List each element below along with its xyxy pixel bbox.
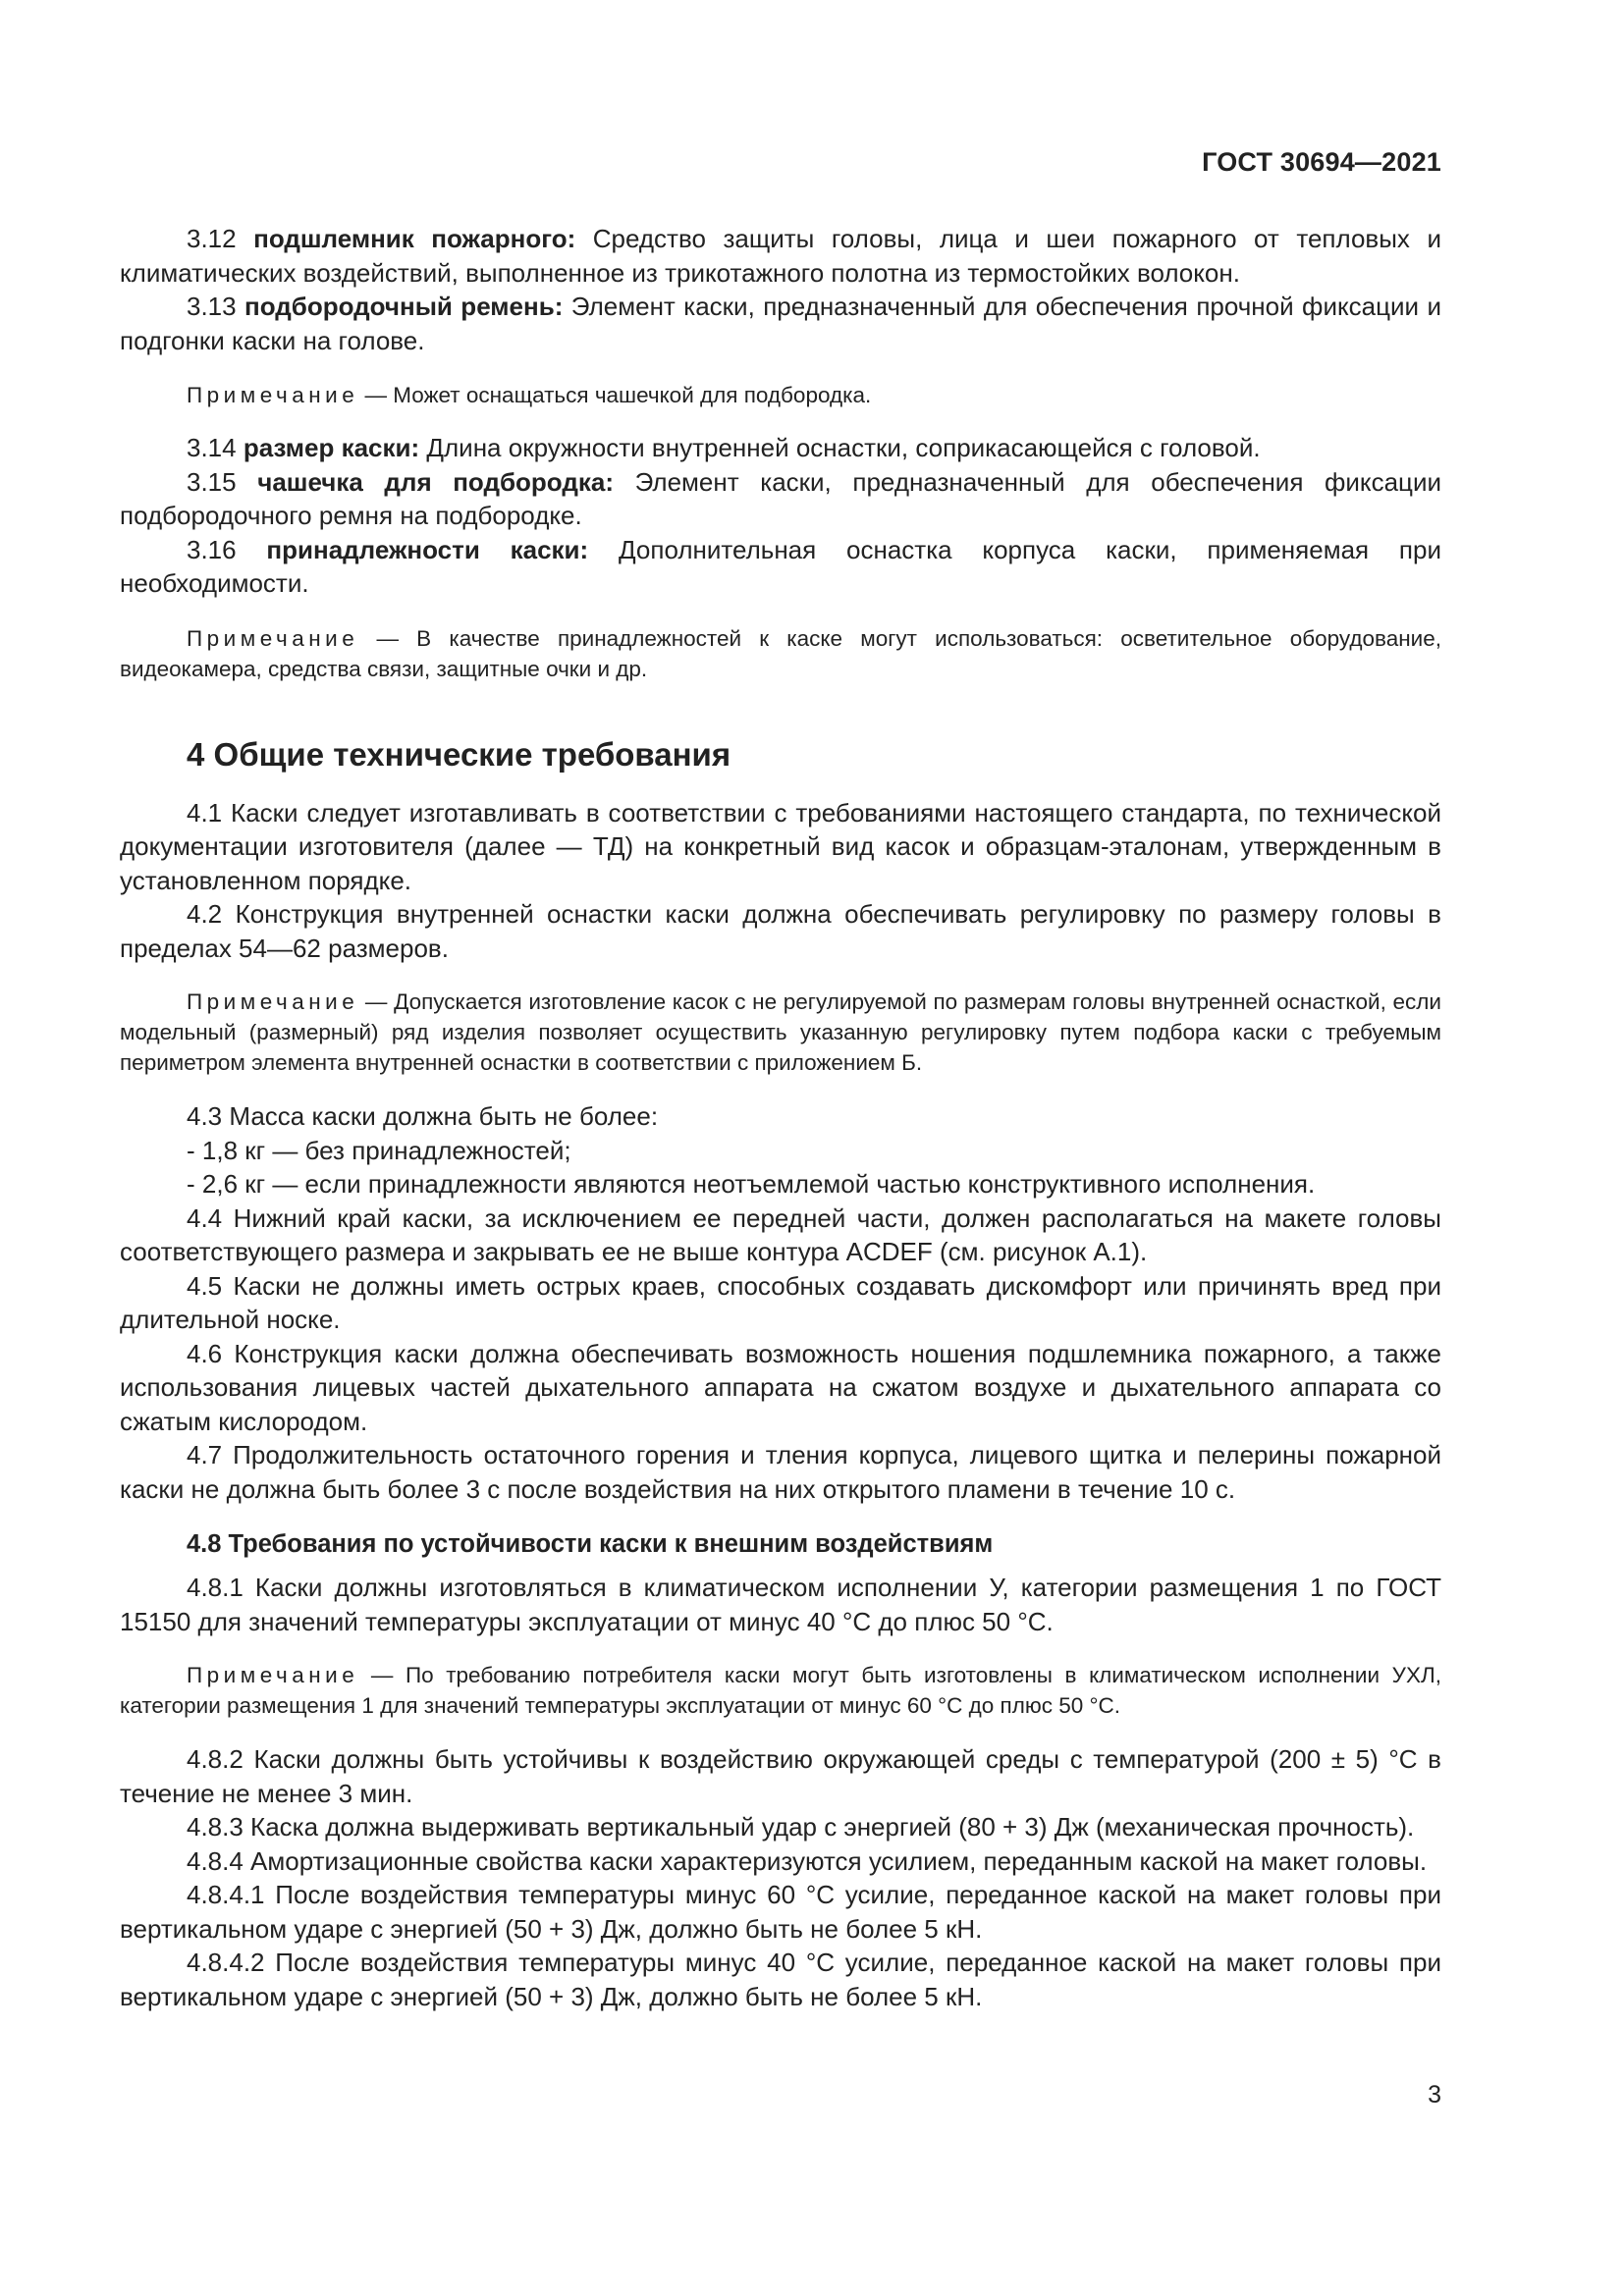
note: [120, 987, 1441, 1078]
term-title: подбородочный ремень:: [244, 292, 564, 321]
paragraph: 4.8.4 Амортизационные свойства каски характеризуются усилием, переданным каской на макет головы.: [187, 1845, 1428, 1876]
note-text: — Может оснащаться чашечкой для подбородка.: [358, 383, 872, 407]
term-text: Дополнительная оснастка корпуса каски, применяемая при необходимости.: [120, 534, 1441, 598]
paragraph: 4.8.4.2 После воздействия температуры минус 40 °С усилие, переданное каской на макет головы при вертикальном ударе с энергией (50 + 3) Дж, должно быть не более 5 кН.: [120, 1948, 1441, 2011]
section-heading: 4 Общие технические требования: [187, 735, 731, 773]
page-number: 3: [1428, 2081, 1441, 2109]
term-text: Средство защиты головы, лица и шеи пожарного от тепловых и климатических воздействий, выполненное из трикотажного полотна из термостойких волокон.: [120, 224, 1441, 288]
paragraph: 4.8.3 Каска должна выдерживать вертикальный удар с энергией (80 + 3) Дж (механическая прочность).: [187, 1812, 1415, 1842]
paragraph: 4.4 Нижний край каски, за исключением ее передней части, должен располагаться на макете головы соответствующего размера и закрывать ее не выше контура ACDEF (см. рисунок А.1).: [120, 1202, 1441, 1266]
note-text: — По требованию потребителя каски могут быть изготовлены в климатическом исполнении УХЛ, категории размещения 1 для значений температуры эксплуатации от минус 60 °С до плюс 50 °С.: [120, 1663, 1441, 1718]
term-definition: [120, 431, 1441, 465]
note: [120, 380, 1441, 410]
paragraph: 4.5 Каски не должны иметь острых краев, способных создавать дискомфорт или причинять вред при длительной носке.: [120, 1270, 1441, 1334]
document-id-header: ГОСТ 30694—2021: [1202, 147, 1441, 177]
term-title: размер каски:: [243, 433, 420, 462]
list-item: - 1,8 кг — без принадлежностей;: [187, 1135, 571, 1165]
term-title: принадлежности каски:: [266, 534, 589, 564]
paragraph: 4.7 Продолжительность остаточного горения и тления корпуса, лицевого щитка и пелерины пожарной каски не должна быть более 3 с после воздействия на них открытого пламени в течение 10 с.: [120, 1440, 1441, 1504]
note-text: — Допускается изготовление касок с не регулируемой по размерам головы внутренней оснасткой, если модельный (размерный) ряд изделия позволяет осуществить указанную регулировку путем подбора каски с требуемым периметром элемента внутренней оснастки в соответствии с приложением Б.: [120, 989, 1441, 1075]
subsection-heading: 4.8 Требования по устойчивости каски к внешним воздействиям: [187, 1530, 994, 1558]
term-definition: [120, 533, 1441, 601]
note-label: Примечание: [187, 625, 359, 651]
paragraph: 4.8.2 Каски должны быть устойчивы к воздействию окружающей среды с температурой (200 ± 5) °С в течение не менее 3 мин.: [120, 1744, 1441, 1808]
term-definition: [120, 465, 1441, 533]
term-number: 3.15: [187, 466, 237, 497]
note: [120, 623, 1441, 684]
paragraph: 4.1 Каски следует изготавливать в соответствии с требованиями настоящего стандарта, по технической документации изготовителя (далее — ТД) на конкретный вид касок и образцам-эталонам, утвержденным в установленном порядке.: [120, 797, 1441, 895]
term-number: 3.13: [187, 292, 237, 321]
term-definition: [120, 290, 1441, 357]
term-title: чашечка для подбородка:: [257, 466, 614, 497]
paragraph: 4.2 Конструкция внутренней оснастки каски должна обеспечивать регулировку по размеру головы в пределах 54—62 размеров.: [120, 899, 1441, 963]
note-label: Примечание: [187, 383, 359, 407]
paragraph: 4.8.1 Каски должны изготовляться в климатическом исполнении У, категории размещения 1 по ГОСТ 15150 для значений температуры эксплуатации от минус 40 °С до плюс 50 °С.: [120, 1573, 1441, 1636]
list-item: - 2,6 кг — если принадлежности являются неотъемлемой частью конструктивного исполнения.: [187, 1169, 1316, 1199]
paragraph: 4.3 Масса каски должна быть не более:: [187, 1101, 659, 1131]
term-number: 3.14: [187, 433, 237, 462]
note-label: Примечание: [187, 1663, 359, 1687]
term-title: подшлемник пожарного:: [253, 224, 576, 253]
document-body: [120, 222, 1441, 2013]
note: [120, 1660, 1441, 1721]
paragraph: 4.8.4.1 После воздействия температуры минус 60 °С усилие, переданное каской на макет головы при вертикальном ударе с энергией (50 + 3) Дж, должно быть не более 5 кН.: [120, 1880, 1441, 1944]
paragraph: 4.6 Конструкция каски должна обеспечивать возможность ношения подшлемника пожарного, а также использования лицевых частей дыхательного аппарата на сжатом воздухе и дыхательного аппарата со сжатым кислородом.: [120, 1338, 1441, 1436]
term-definition: [120, 222, 1441, 290]
term-number: 3.12: [187, 224, 237, 253]
term-text: Элемент каски, предназначенный для обеспечения фиксации подбородочного ремня на подбородке.: [120, 466, 1441, 530]
term-text: Длина окружности внутренней оснастки, соприкасающейся с головой.: [419, 433, 1261, 462]
term-number: 3.16: [187, 534, 237, 564]
note-label: Примечание: [187, 989, 359, 1014]
term-text: Элемент каски, предназначенный для обеспечения прочной фиксации и подгонки каски на голове.: [120, 292, 1441, 355]
note-text: — В качестве принадлежностей к каске могут использоваться: осветительное оборудование, видеокамера, средства связи, защитные очки и др.: [120, 625, 1441, 681]
